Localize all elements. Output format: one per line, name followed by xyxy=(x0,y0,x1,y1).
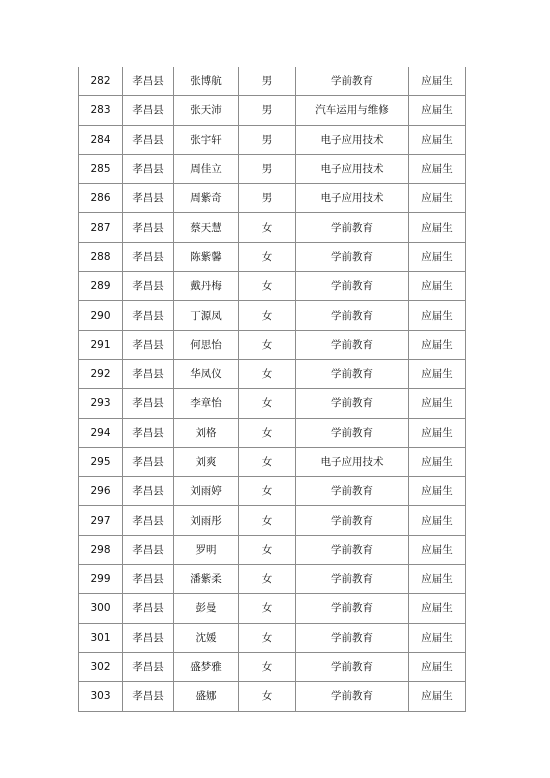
name-cell: 彭曼 xyxy=(174,594,239,623)
row-number-cell: 303 xyxy=(79,682,123,711)
county-cell: 孝昌县 xyxy=(123,477,174,506)
student-type-cell: 应届生 xyxy=(409,301,466,330)
gender-cell: 女 xyxy=(239,594,296,623)
student-type-cell: 应届生 xyxy=(409,623,466,652)
student-type-cell: 应届生 xyxy=(409,125,466,154)
gender-cell: 男 xyxy=(239,154,296,183)
row-number-cell: 288 xyxy=(79,242,123,271)
table-row xyxy=(79,652,466,681)
major-cell: 学前教育 xyxy=(296,623,409,652)
student-type-cell: 应届生 xyxy=(409,535,466,564)
county-cell: 孝昌县 xyxy=(123,682,174,711)
major-cell: 学前教育 xyxy=(296,389,409,418)
major-cell: 学前教育 xyxy=(296,682,409,711)
row-number-cell: 292 xyxy=(79,359,123,388)
major-cell: 学前教育 xyxy=(296,506,409,535)
student-type-cell: 应届生 xyxy=(409,682,466,711)
table-row xyxy=(79,623,466,652)
name-cell: 张博航 xyxy=(174,67,239,96)
county-cell: 孝昌县 xyxy=(123,535,174,564)
major-cell: 学前教育 xyxy=(296,213,409,242)
county-cell: 孝昌县 xyxy=(123,67,174,96)
county-cell: 孝昌县 xyxy=(123,184,174,213)
student-type-cell: 应届生 xyxy=(409,389,466,418)
student-type-cell: 应届生 xyxy=(409,330,466,359)
student-type-cell: 应届生 xyxy=(409,506,466,535)
document-page xyxy=(78,67,465,712)
student-type-cell: 应届生 xyxy=(409,447,466,476)
major-cell: 学前教育 xyxy=(296,652,409,681)
county-cell: 孝昌县 xyxy=(123,359,174,388)
table-row xyxy=(79,506,466,535)
gender-cell: 女 xyxy=(239,418,296,447)
table-row xyxy=(79,594,466,623)
county-cell: 孝昌县 xyxy=(123,96,174,125)
gender-cell: 男 xyxy=(239,184,296,213)
gender-cell: 女 xyxy=(239,652,296,681)
major-cell: 学前教育 xyxy=(296,477,409,506)
student-type-cell: 应届生 xyxy=(409,565,466,594)
major-cell: 学前教育 xyxy=(296,330,409,359)
row-number-cell: 285 xyxy=(79,154,123,183)
row-number-cell: 291 xyxy=(79,330,123,359)
table-row xyxy=(79,389,466,418)
gender-cell: 女 xyxy=(239,242,296,271)
table-row xyxy=(79,565,466,594)
row-number-cell: 295 xyxy=(79,447,123,476)
county-cell: 孝昌县 xyxy=(123,154,174,183)
name-cell: 周佳立 xyxy=(174,154,239,183)
name-cell: 陈紫馨 xyxy=(174,242,239,271)
table-row xyxy=(79,447,466,476)
county-cell: 孝昌县 xyxy=(123,418,174,447)
name-cell: 潘紫柔 xyxy=(174,565,239,594)
name-cell: 刘雨彤 xyxy=(174,506,239,535)
table-row xyxy=(79,418,466,447)
table-row xyxy=(79,242,466,271)
table-row xyxy=(79,213,466,242)
county-cell: 孝昌县 xyxy=(123,652,174,681)
roster-table xyxy=(78,67,466,712)
student-type-cell: 应届生 xyxy=(409,359,466,388)
major-cell: 学前教育 xyxy=(296,359,409,388)
row-number-cell: 286 xyxy=(79,184,123,213)
table-row xyxy=(79,682,466,711)
gender-cell: 女 xyxy=(239,359,296,388)
student-type-cell: 应届生 xyxy=(409,418,466,447)
county-cell: 孝昌县 xyxy=(123,125,174,154)
student-type-cell: 应届生 xyxy=(409,154,466,183)
county-cell: 孝昌县 xyxy=(123,447,174,476)
row-number-cell: 287 xyxy=(79,213,123,242)
row-number-cell: 299 xyxy=(79,565,123,594)
row-number-cell: 284 xyxy=(79,125,123,154)
table-row xyxy=(79,535,466,564)
row-number-cell: 300 xyxy=(79,594,123,623)
table-row xyxy=(79,272,466,301)
table-row xyxy=(79,96,466,125)
table-row xyxy=(79,125,466,154)
student-type-cell: 应届生 xyxy=(409,242,466,271)
gender-cell: 女 xyxy=(239,330,296,359)
student-type-cell: 应届生 xyxy=(409,477,466,506)
student-type-cell: 应届生 xyxy=(409,67,466,96)
name-cell: 周紫奇 xyxy=(174,184,239,213)
gender-cell: 男 xyxy=(239,125,296,154)
name-cell: 刘爽 xyxy=(174,447,239,476)
row-number-cell: 290 xyxy=(79,301,123,330)
major-cell: 学前教育 xyxy=(296,67,409,96)
row-number-cell: 282 xyxy=(79,67,123,96)
student-type-cell: 应届生 xyxy=(409,184,466,213)
gender-cell: 女 xyxy=(239,447,296,476)
gender-cell: 女 xyxy=(239,213,296,242)
name-cell: 丁源凤 xyxy=(174,301,239,330)
major-cell: 学前教育 xyxy=(296,272,409,301)
major-cell: 学前教育 xyxy=(296,418,409,447)
row-number-cell: 294 xyxy=(79,418,123,447)
name-cell: 张宇轩 xyxy=(174,125,239,154)
gender-cell: 女 xyxy=(239,535,296,564)
gender-cell: 男 xyxy=(239,67,296,96)
county-cell: 孝昌县 xyxy=(123,565,174,594)
major-cell: 学前教育 xyxy=(296,301,409,330)
county-cell: 孝昌县 xyxy=(123,301,174,330)
county-cell: 孝昌县 xyxy=(123,594,174,623)
student-type-cell: 应届生 xyxy=(409,652,466,681)
major-cell: 汽车运用与维修 xyxy=(296,96,409,125)
table-row xyxy=(79,330,466,359)
table-row xyxy=(79,184,466,213)
row-number-cell: 293 xyxy=(79,389,123,418)
row-number-cell: 302 xyxy=(79,652,123,681)
student-type-cell: 应届生 xyxy=(409,272,466,301)
major-cell: 电子应用技术 xyxy=(296,154,409,183)
row-number-cell: 301 xyxy=(79,623,123,652)
county-cell: 孝昌县 xyxy=(123,623,174,652)
student-type-cell: 应届生 xyxy=(409,96,466,125)
student-type-cell: 应届生 xyxy=(409,594,466,623)
county-cell: 孝昌县 xyxy=(123,506,174,535)
major-cell: 学前教育 xyxy=(296,565,409,594)
table-row xyxy=(79,154,466,183)
row-number-cell: 283 xyxy=(79,96,123,125)
major-cell: 电子应用技术 xyxy=(296,447,409,476)
gender-cell: 女 xyxy=(239,623,296,652)
major-cell: 学前教育 xyxy=(296,535,409,564)
gender-cell: 女 xyxy=(239,565,296,594)
name-cell: 张天沛 xyxy=(174,96,239,125)
table-row xyxy=(79,301,466,330)
county-cell: 孝昌县 xyxy=(123,330,174,359)
row-number-cell: 297 xyxy=(79,506,123,535)
name-cell: 李章怡 xyxy=(174,389,239,418)
gender-cell: 女 xyxy=(239,682,296,711)
table-row xyxy=(79,67,466,96)
county-cell: 孝昌县 xyxy=(123,213,174,242)
major-cell: 学前教育 xyxy=(296,594,409,623)
major-cell: 电子应用技术 xyxy=(296,184,409,213)
name-cell: 刘雨婷 xyxy=(174,477,239,506)
gender-cell: 女 xyxy=(239,506,296,535)
gender-cell: 女 xyxy=(239,477,296,506)
gender-cell: 女 xyxy=(239,301,296,330)
county-cell: 孝昌县 xyxy=(123,242,174,271)
name-cell: 罗明 xyxy=(174,535,239,564)
county-cell: 孝昌县 xyxy=(123,389,174,418)
name-cell: 蔡天慧 xyxy=(174,213,239,242)
gender-cell: 男 xyxy=(239,96,296,125)
name-cell: 盛娜 xyxy=(174,682,239,711)
major-cell: 电子应用技术 xyxy=(296,125,409,154)
row-number-cell: 298 xyxy=(79,535,123,564)
student-type-cell: 应届生 xyxy=(409,213,466,242)
name-cell: 戴丹梅 xyxy=(174,272,239,301)
major-cell: 学前教育 xyxy=(296,242,409,271)
roster-table-body xyxy=(79,67,466,711)
name-cell: 华凤仪 xyxy=(174,359,239,388)
table-row xyxy=(79,477,466,506)
gender-cell: 女 xyxy=(239,272,296,301)
name-cell: 刘格 xyxy=(174,418,239,447)
name-cell: 沈媛 xyxy=(174,623,239,652)
name-cell: 何思怡 xyxy=(174,330,239,359)
row-number-cell: 296 xyxy=(79,477,123,506)
name-cell: 盛梦雅 xyxy=(174,652,239,681)
row-number-cell: 289 xyxy=(79,272,123,301)
county-cell: 孝昌县 xyxy=(123,272,174,301)
gender-cell: 女 xyxy=(239,389,296,418)
table-row xyxy=(79,359,466,388)
